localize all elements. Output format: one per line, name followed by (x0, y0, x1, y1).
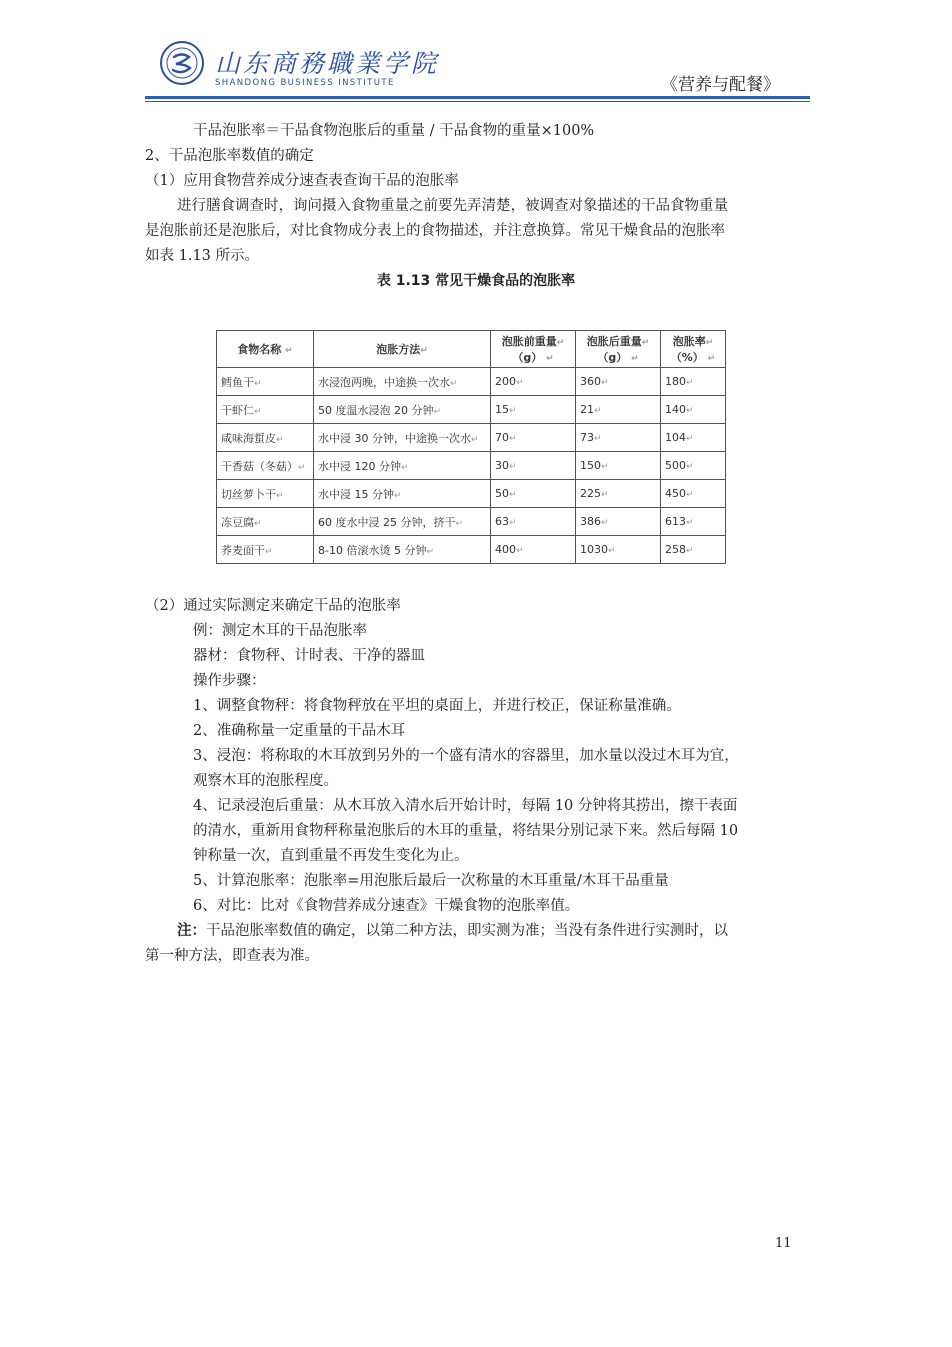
paragraph-line: 是泡胀前还是泡胀后，对比食物成分表上的食物描述，并注意换算。常见干燥食品的泡胀率 (145, 223, 725, 239)
step-item-cont: 钟称量一次，直到重量不再发生变化为止。 (193, 848, 469, 864)
table-row (217, 480, 726, 508)
cell-before: 50↵ (491, 480, 576, 508)
step-item: 3、浸泡：将称取的木耳放到另外的一个盛有清水的容器里，加水量以没过木耳为宜， (193, 748, 739, 764)
step-item-cont: 的清水，重新用食物秤称量泡胀后的木耳的重量，将结果分别记录下来。然后每隔 10 (193, 823, 739, 839)
cell-after: 21↵ (576, 396, 661, 424)
table-row (217, 536, 726, 564)
section-heading: 2、干品泡胀率数值的确定 (145, 148, 314, 164)
step-item-cont: 观察木耳的泡胀程度。 (193, 773, 338, 789)
cell-method: 水中浸 15 分钟↵ (314, 480, 491, 508)
step-item: 4、记录浸泡后重量：从木耳放入清水后开始计时，每隔 10 分钟将其捞出，擦干表面 (193, 798, 738, 814)
cell-food: 咸味海蜇皮↵ (217, 424, 314, 452)
cell-before: 15↵ (491, 396, 576, 424)
table-row (217, 424, 726, 452)
cell-after: 386↵ (576, 508, 661, 536)
cell-method: 水中浸 120 分钟↵ (314, 452, 491, 480)
page-number: 11 (775, 1236, 792, 1251)
paragraph-line: 如表 1.13 所示。 (145, 248, 260, 264)
cell-before: 70↵ (491, 424, 576, 452)
cell-rate: 500↵ (661, 452, 726, 480)
cell-method: 水浸泡两晚，中途换一次水↵ (314, 368, 491, 396)
note-label: 注： (177, 922, 206, 939)
step-item: 6、对比：比对《食物营养成分速查》干燥食物的泡胀率值。 (193, 898, 580, 914)
cell-food: 切丝萝卜干↵ (217, 480, 314, 508)
steps-title: 操作步骤： (193, 673, 266, 689)
cell-before: 400↵ (491, 536, 576, 564)
cell-method: 水中浸 30 分钟，中途换一次水↵ (314, 424, 491, 452)
paragraph-line: 进行膳食调查时，询问摄入食物重量之前要先弄清楚，被调查对象描述的干品食物重量 (177, 198, 728, 214)
subsection-heading: （2）通过实际测定来确定干品的泡胀率 (145, 598, 401, 614)
cell-after: 150↵ (576, 452, 661, 480)
cell-before: 63↵ (491, 508, 576, 536)
header-before-weight: 泡胀前重量↵ （g） ↵ (491, 331, 576, 368)
cell-method: 60 度水中浸 25 分钟，挤干↵ (314, 508, 491, 536)
cell-after: 360↵ (576, 368, 661, 396)
cell-food: 冻豆腐↵ (217, 508, 314, 536)
equipment-line: 器材：食物秤、计时表、干净的器皿 (193, 648, 425, 664)
note-line-cont: 第一种方法，即查表为准。 (145, 948, 319, 964)
header-food-name: 食物名称 ↵ (217, 331, 314, 368)
school-name-en: SHANDONG BUSINESS INSTITUTE (215, 78, 395, 88)
school-name-cn: 山东商務職業学院 (215, 49, 440, 78)
cell-food: 干虾仁↵ (217, 396, 314, 424)
cell-before: 200↵ (491, 368, 576, 396)
table-caption: 表 1.13 常见干燥食品的泡胀率 (376, 273, 576, 289)
cell-food: 干香菇（冬菇）↵ (217, 452, 314, 480)
table-row (217, 396, 726, 424)
formula-line: 干品泡胀率＝干品食物泡胀后的重量 / 干品食物的重量×100% (193, 123, 595, 139)
cell-method: 50 度温水浸泡 20 分钟↵ (314, 396, 491, 424)
cell-rate: 140↵ (661, 396, 726, 424)
cell-food: 荞麦面干↵ (217, 536, 314, 564)
cell-rate: 104↵ (661, 424, 726, 452)
cell-before: 30↵ (491, 452, 576, 480)
header-method: 泡胀方法↵ (314, 331, 491, 368)
school-logo-icon (159, 40, 205, 86)
subsection-heading: （1）应用食物营养成分速查表查询干品的泡胀率 (145, 173, 459, 189)
cell-method: 8-10 倍滚水烫 5 分钟↵ (314, 536, 491, 564)
step-item: 1、调整食物秤：将食物秤放在平坦的桌面上，并进行校正，保证称量准确。 (193, 698, 681, 714)
cell-rate: 450↵ (661, 480, 726, 508)
cell-rate: 613↵ (661, 508, 726, 536)
cell-food: 鳕鱼干↵ (217, 368, 314, 396)
table-row (217, 452, 726, 480)
header-rate: 泡胀率↵ （%） ↵ (661, 331, 726, 368)
cell-after: 225↵ (576, 480, 661, 508)
page-header (145, 38, 810, 102)
cell-after: 73↵ (576, 424, 661, 452)
step-item: 2、准确称量一定重量的干品木耳 (193, 723, 406, 739)
header-rule-thin (145, 101, 810, 102)
note-text: 干品泡胀率数值的确定，以第二种方法，即实测为准；当没有条件进行实测时，以 (206, 923, 728, 939)
table-header-row (217, 331, 726, 368)
note-line (177, 919, 728, 943)
book-title: 《营养与配餐》 (661, 75, 780, 95)
drying-rate-table (216, 330, 726, 564)
header-after-weight: 泡胀后重量↵ （g） ↵ (576, 331, 661, 368)
step-item: 5、计算泡胀率：泡胀率=用泡胀后最后一次称量的木耳重量/木耳干品重量 (193, 873, 669, 889)
cell-after: 1030↵ (576, 536, 661, 564)
cell-rate: 180↵ (661, 368, 726, 396)
table-row (217, 508, 726, 536)
header-rule (145, 96, 810, 99)
cell-rate: 258↵ (661, 536, 726, 564)
table-row (217, 368, 726, 396)
example-line: 例：测定木耳的干品泡胀率 (193, 623, 367, 639)
